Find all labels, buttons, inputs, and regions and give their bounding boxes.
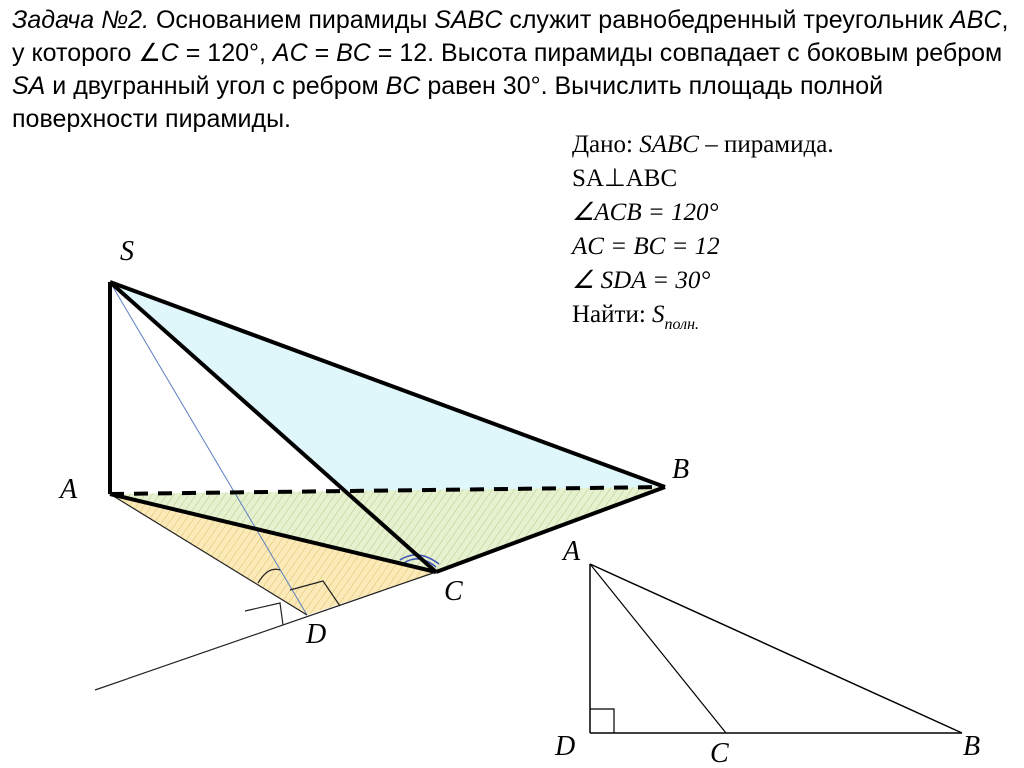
label-c-small: C [710, 738, 729, 768]
tri-edge-ab [590, 564, 962, 733]
label-a: A [60, 474, 78, 505]
problem-number: Задача №2. [12, 6, 150, 34]
right-angle-mark-ad [245, 603, 283, 625]
given-line-5: ∠ SDA = 30° [572, 267, 711, 294]
label-b-small: B [963, 731, 981, 762]
problem-statement: Задача №2. Основанием пирамиды SABC служит равнобедренный треугольник ABC, у которого ∠C = 120°, AC = BC = 12. Высота пирамиды совпадает с боковым ребром SA и двугранный угол с ребром BC равен 30°. Вычислить площадь полной поверхности пирамиды. [12, 6, 1009, 133]
given-line-4: AC = BC = 12 [572, 233, 720, 260]
tri-right-angle-mark [590, 709, 614, 733]
given-line-3: ∠ACB = 120° [572, 199, 719, 226]
tri-edge-ac [590, 564, 726, 733]
label-s: S [120, 236, 134, 267]
given-block [572, 128, 834, 342]
label-c: C [444, 576, 463, 607]
given-line-2: SA⊥ABC [572, 165, 678, 192]
label-d-small: D [555, 731, 576, 762]
label-a-small: A [563, 536, 581, 567]
label-b: B [672, 454, 690, 485]
label-d: D [306, 619, 327, 650]
find-line: Найти: $S_{полн.}$ [572, 301, 700, 333]
given-line-1: Дано: SABC – пирамида. [572, 131, 834, 158]
